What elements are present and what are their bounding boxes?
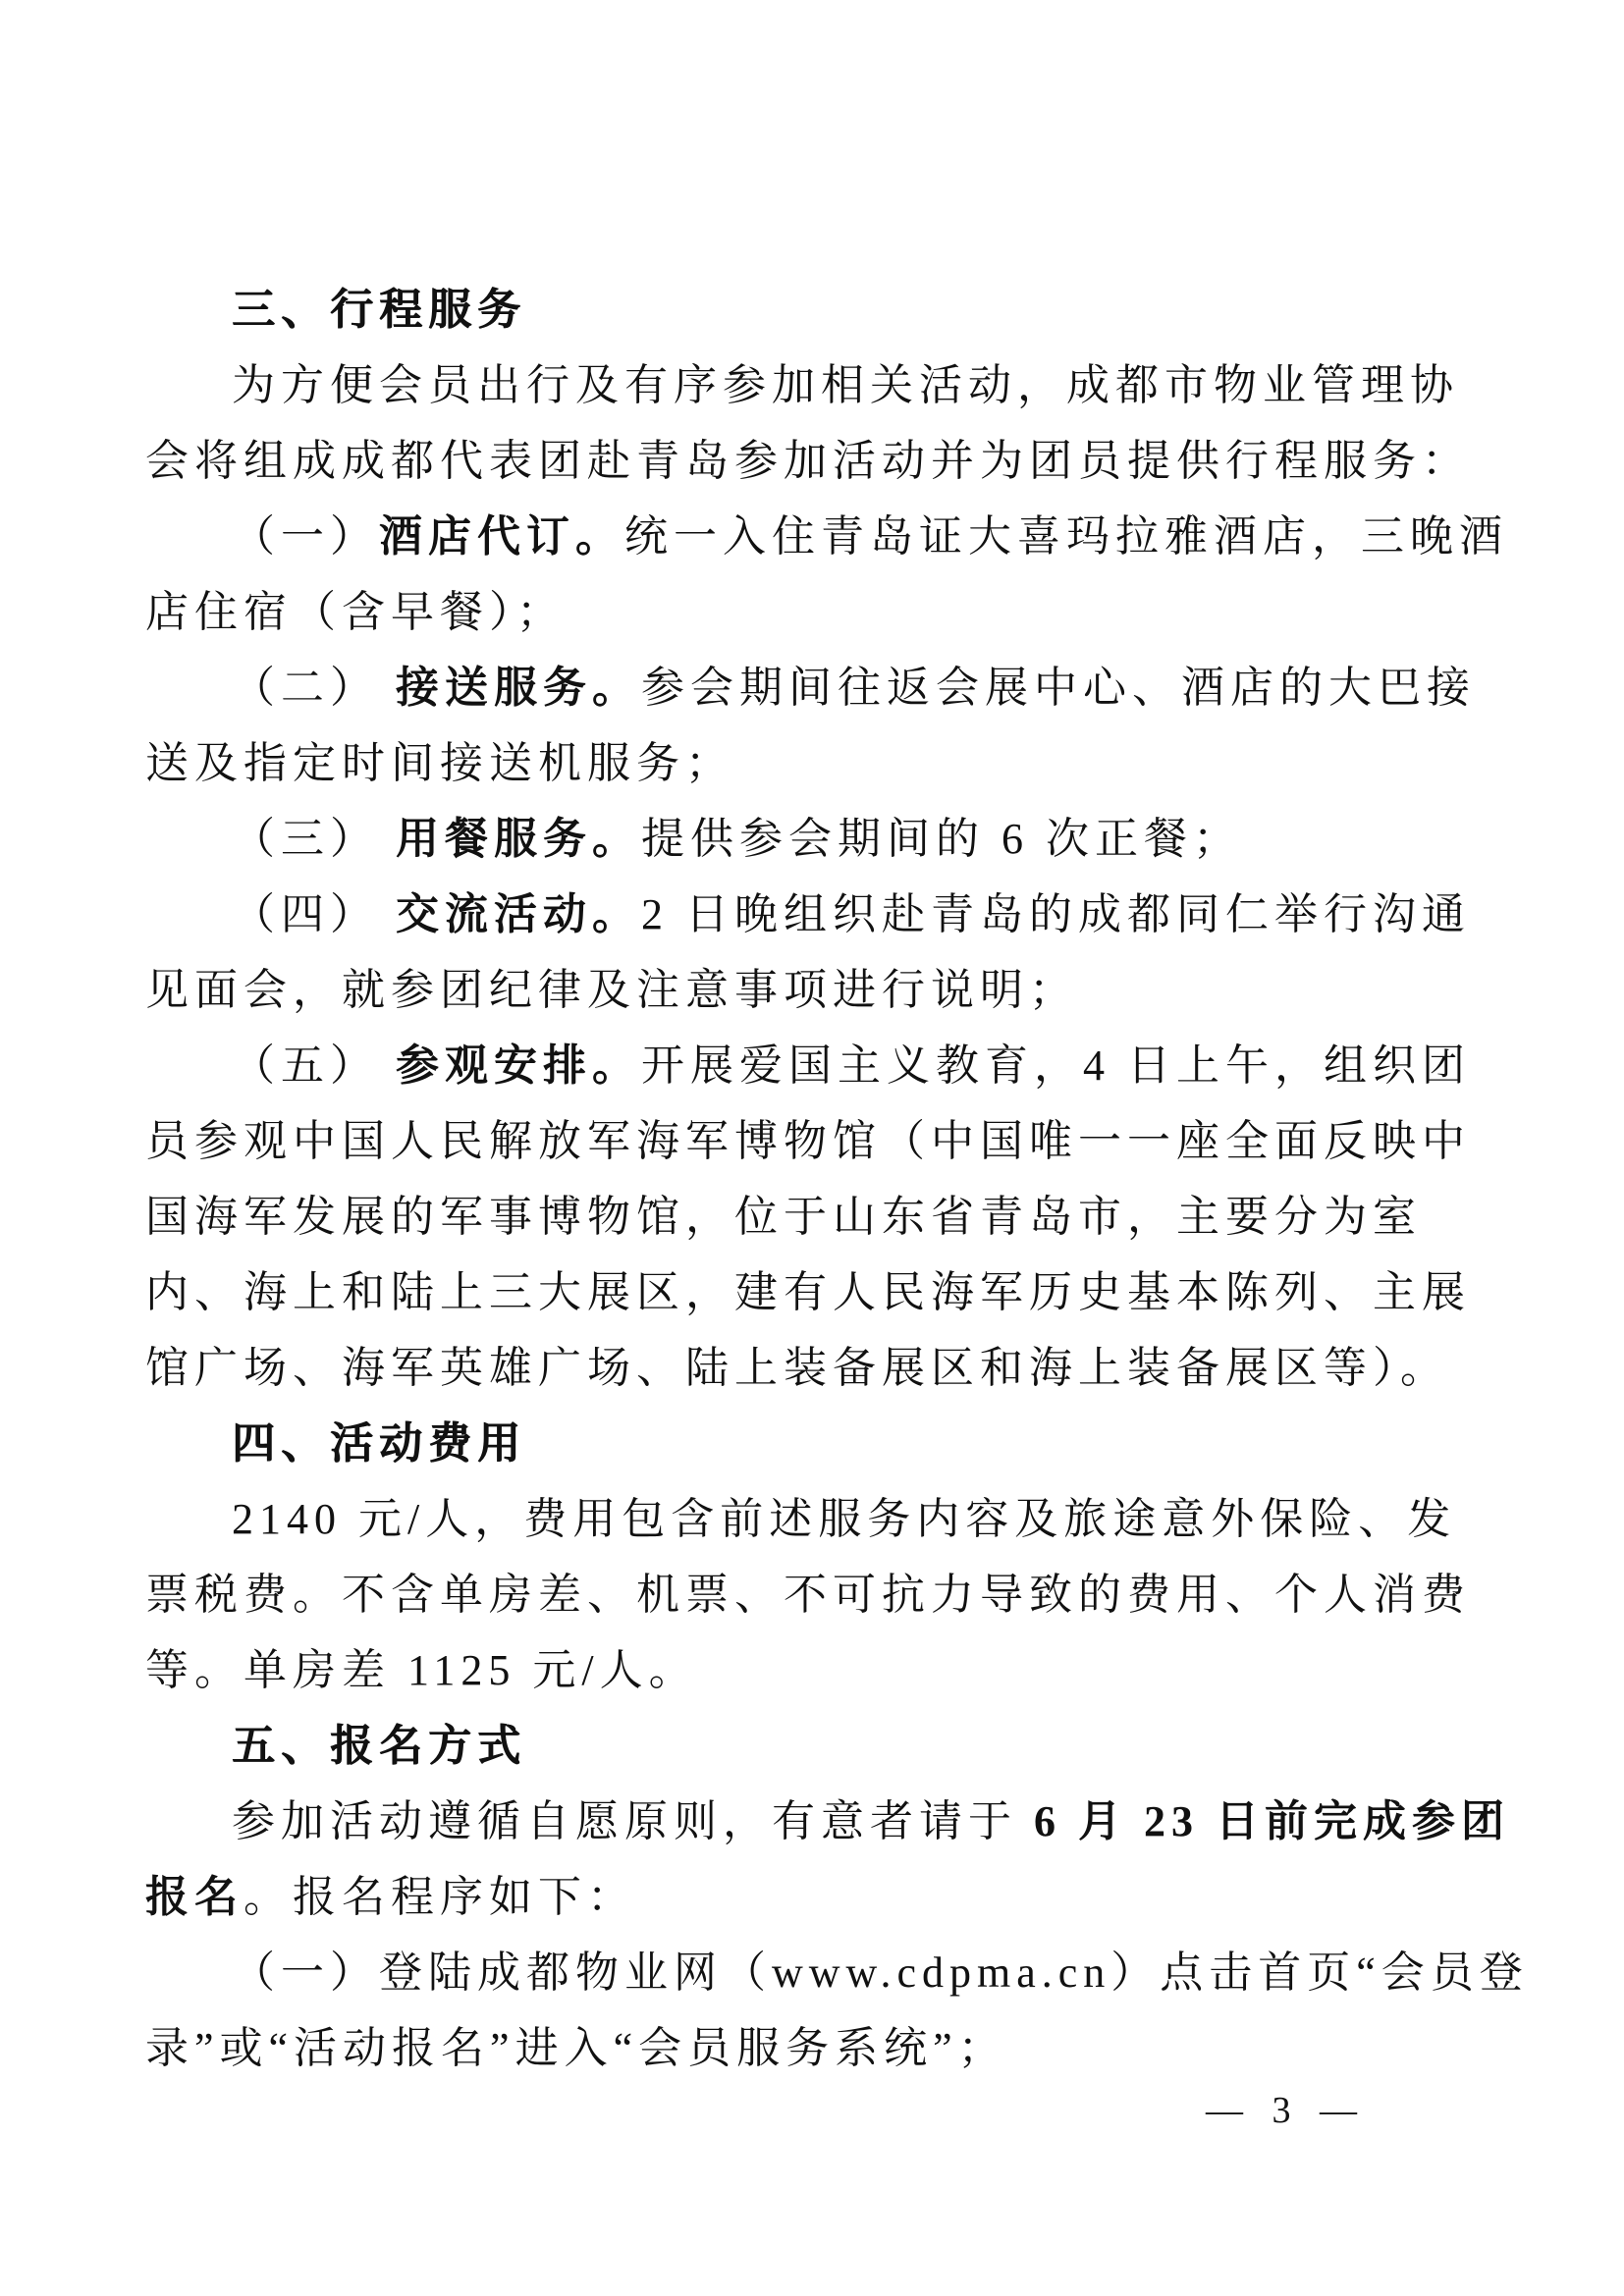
text-segment: 五、报名方式: [232, 1722, 526, 1770]
text-segment: 见面会，就参团纪律及注意事项进行说明；: [145, 966, 1078, 1014]
text-segment: （二）: [232, 664, 396, 712]
text-line: [145, 1330, 1477, 1406]
text-line: [145, 725, 1477, 801]
text-line: [145, 1557, 1477, 1632]
text-segment: 为方便会员出行及有序参加相关活动，成都市物业管理协: [232, 361, 1459, 409]
text-segment: 国海军发展的军事博物馆，位于山东省青岛市，主要分为室: [145, 1193, 1422, 1241]
text-segment: 统一入住青岛证大喜玛拉雅酒店，三晚酒: [624, 512, 1508, 561]
text-line: [145, 877, 1477, 952]
section-heading: [145, 272, 1477, 347]
text-line: [145, 1859, 1477, 1935]
text-segment: 四、活动费用: [232, 1419, 526, 1468]
text-segment: 店住宿（含早餐）；: [145, 588, 566, 636]
text-line: [145, 347, 1477, 423]
page-number: — 3 —: [1206, 2090, 1367, 2131]
text-line: [145, 1103, 1477, 1179]
text-segment: 内、海上和陆上三大展区，建有人民海军历史基本陈列、主展: [145, 1268, 1471, 1316]
text-line: [145, 1481, 1477, 1557]
text-line: [145, 574, 1477, 650]
text-line: [145, 952, 1477, 1028]
text-line: [145, 1935, 1529, 2010]
text-segment: 报名: [145, 1873, 244, 1921]
text-line: [145, 1179, 1477, 1255]
text-segment: 酒店代订。: [379, 512, 624, 561]
text-segment: （一）: [232, 512, 379, 561]
text-segment: 提供参会期间的 6 次正餐；: [641, 815, 1242, 863]
section-heading: [145, 1708, 1477, 1784]
text-line: [145, 1784, 1510, 1859]
text-segment: 6 月 23 日前完成参团: [1034, 1797, 1510, 1845]
text-line: [145, 650, 1477, 725]
text-segment: 参会期间往返会展中心、酒店的大巴接: [641, 664, 1476, 712]
text-segment: 送及指定时间接送机服务；: [145, 739, 734, 787]
text-segment: 录”或“活动报名”进入“会员服务系统”；: [145, 2024, 1007, 2072]
text-segment: 开展爱国主义教育，4 日上午，组织团: [641, 1041, 1471, 1090]
text-segment: （三）: [232, 815, 396, 863]
text-segment: 三、行程服务: [232, 286, 526, 334]
text-segment: （一）登陆成都物业网（www.cdpma.cn）点击首页“会员登: [232, 1949, 1529, 1997]
text-segment: （五）: [232, 1041, 396, 1090]
text-line: [145, 1632, 1477, 1708]
text-segment: 用餐服务。: [396, 815, 641, 863]
text-segment: 员参观中国人民解放军海军博物馆（中国唯一一座全面反映中: [145, 1117, 1471, 1165]
text-line: [145, 499, 1508, 574]
text-line: [145, 1028, 1477, 1103]
text-segment: 会将组成成都代表团赴青岛参加活动并为团员提供行程服务：: [145, 437, 1471, 485]
text-line: [145, 2010, 1477, 2086]
text-segment: 参观安排。: [396, 1041, 641, 1090]
text-line: [145, 801, 1477, 877]
text-segment: 等。单房差 1125 元/人。: [145, 1646, 698, 1694]
text-segment: 2 日晚组织赴青岛的成都同仁举行沟通: [641, 890, 1471, 938]
text-segment: 2140 元/人，费用包含前述服务内容及旅途意外保险、发: [232, 1495, 1457, 1543]
text-line: [145, 423, 1477, 499]
text-segment: （四）: [232, 890, 396, 938]
text-segment: 票税费。不含单房差、机票、不可抗力导致的费用、个人消费: [145, 1571, 1471, 1619]
text-segment: 馆广场、海军英雄广场、陆上装备展区和海上装备展区等）。: [145, 1344, 1449, 1392]
text-segment: 交流活动。: [396, 890, 641, 938]
text-line: [145, 1255, 1477, 1330]
text-segment: 参加活动遵循自愿原则，有意者请于: [232, 1797, 1034, 1845]
text-segment: 。报名程序如下：: [244, 1873, 636, 1921]
section-heading: [145, 1406, 1477, 1481]
text-segment: 接送服务。: [396, 664, 641, 712]
document-body: [145, 272, 1529, 2086]
